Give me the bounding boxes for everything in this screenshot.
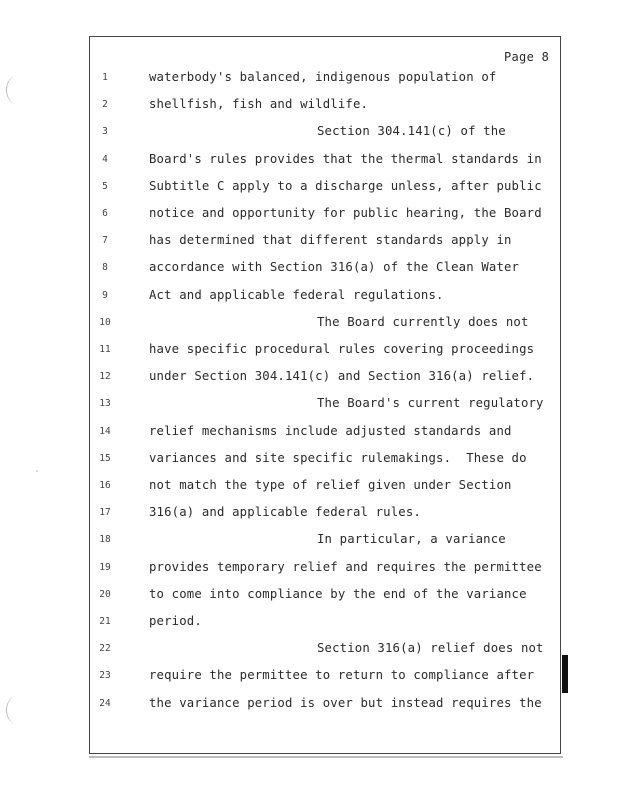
scan-speck bbox=[36, 470, 38, 472]
line-number: 15 bbox=[99, 452, 111, 464]
line-number: 4 bbox=[102, 153, 108, 165]
punch-hole-top bbox=[6, 76, 27, 104]
transcript-line: provides temporary relief and requires the permittee bbox=[149, 559, 542, 574]
page-frame-shadow bbox=[89, 756, 563, 758]
line-number: 18 bbox=[99, 534, 111, 546]
page-number: Page 8 bbox=[504, 50, 550, 64]
transcript-line: Section 316(a) relief does not bbox=[317, 641, 544, 656]
transcript-line: The Board currently does not bbox=[317, 314, 529, 329]
transcript-line: have specific procedural rules covering proceedings bbox=[149, 342, 535, 356]
transcript-line: shellfish, fish and wildlife. bbox=[149, 97, 369, 112]
transcript-line: period. bbox=[149, 614, 202, 628]
line-number: 8 bbox=[102, 262, 108, 274]
line-number: 23 bbox=[99, 670, 111, 682]
line-number: 10 bbox=[99, 316, 111, 328]
transcript-line: under Section 304.141(c) and Section 316(a) relief. bbox=[149, 369, 535, 384]
transcript-line: variances and site specific rulemakings. These do bbox=[149, 450, 527, 465]
transcript-line: Act and applicable federal regulations. bbox=[149, 287, 444, 302]
line-number: 12 bbox=[99, 371, 111, 383]
line-number: 5 bbox=[102, 180, 108, 192]
punch-hole-bottom bbox=[6, 696, 27, 724]
line-number: 9 bbox=[102, 289, 108, 301]
transcript-line: notice and opportunity for public hearing, the Board bbox=[149, 206, 542, 220]
line-number: 11 bbox=[99, 344, 111, 355]
transcript-line: not match the type of relief given under Section bbox=[149, 478, 512, 492]
line-number: 7 bbox=[102, 235, 108, 247]
line-number: 20 bbox=[99, 588, 111, 600]
line-number: 22 bbox=[99, 643, 111, 655]
transcript-line: Subtitle C apply to a discharge unless, after public bbox=[149, 178, 542, 193]
line-number: 2 bbox=[102, 99, 108, 111]
line-number: 17 bbox=[99, 507, 111, 519]
transcript-line: the variance period is over but instead requires the bbox=[149, 695, 542, 710]
transcript-line: Section 304.141(c) of the bbox=[317, 124, 506, 139]
transcript-line: 316(a) and applicable federal rules. bbox=[149, 505, 421, 520]
transcript-line: relief mechanisms include adjusted standards and bbox=[149, 423, 512, 438]
page-edge-tab bbox=[562, 655, 568, 693]
line-number: 21 bbox=[99, 616, 111, 627]
line-number: 1 bbox=[102, 72, 108, 83]
transcript-line: Board's rules provides that the thermal standards in bbox=[149, 151, 542, 166]
transcript-line: to come into compliance by the end of the variance bbox=[149, 586, 527, 601]
line-number: 16 bbox=[99, 480, 111, 491]
transcript-line: The Board's current regulatory bbox=[317, 396, 544, 411]
line-number: 19 bbox=[99, 561, 111, 573]
line-number: 13 bbox=[99, 398, 111, 410]
transcript-line: accordance with Section 316(a) of the Clean Water bbox=[149, 260, 520, 275]
transcript-line: require the permittee to return to compliance after bbox=[149, 668, 535, 683]
line-number: 3 bbox=[102, 126, 108, 138]
line-number: 14 bbox=[99, 425, 111, 437]
transcript-line: In particular, a variance bbox=[317, 532, 506, 547]
transcript-line: waterbody's balanced, indigenous population of bbox=[149, 70, 497, 84]
line-number: 6 bbox=[102, 208, 108, 219]
transcript-line: has determined that different standards apply in bbox=[149, 233, 512, 248]
line-number: 24 bbox=[99, 697, 111, 709]
